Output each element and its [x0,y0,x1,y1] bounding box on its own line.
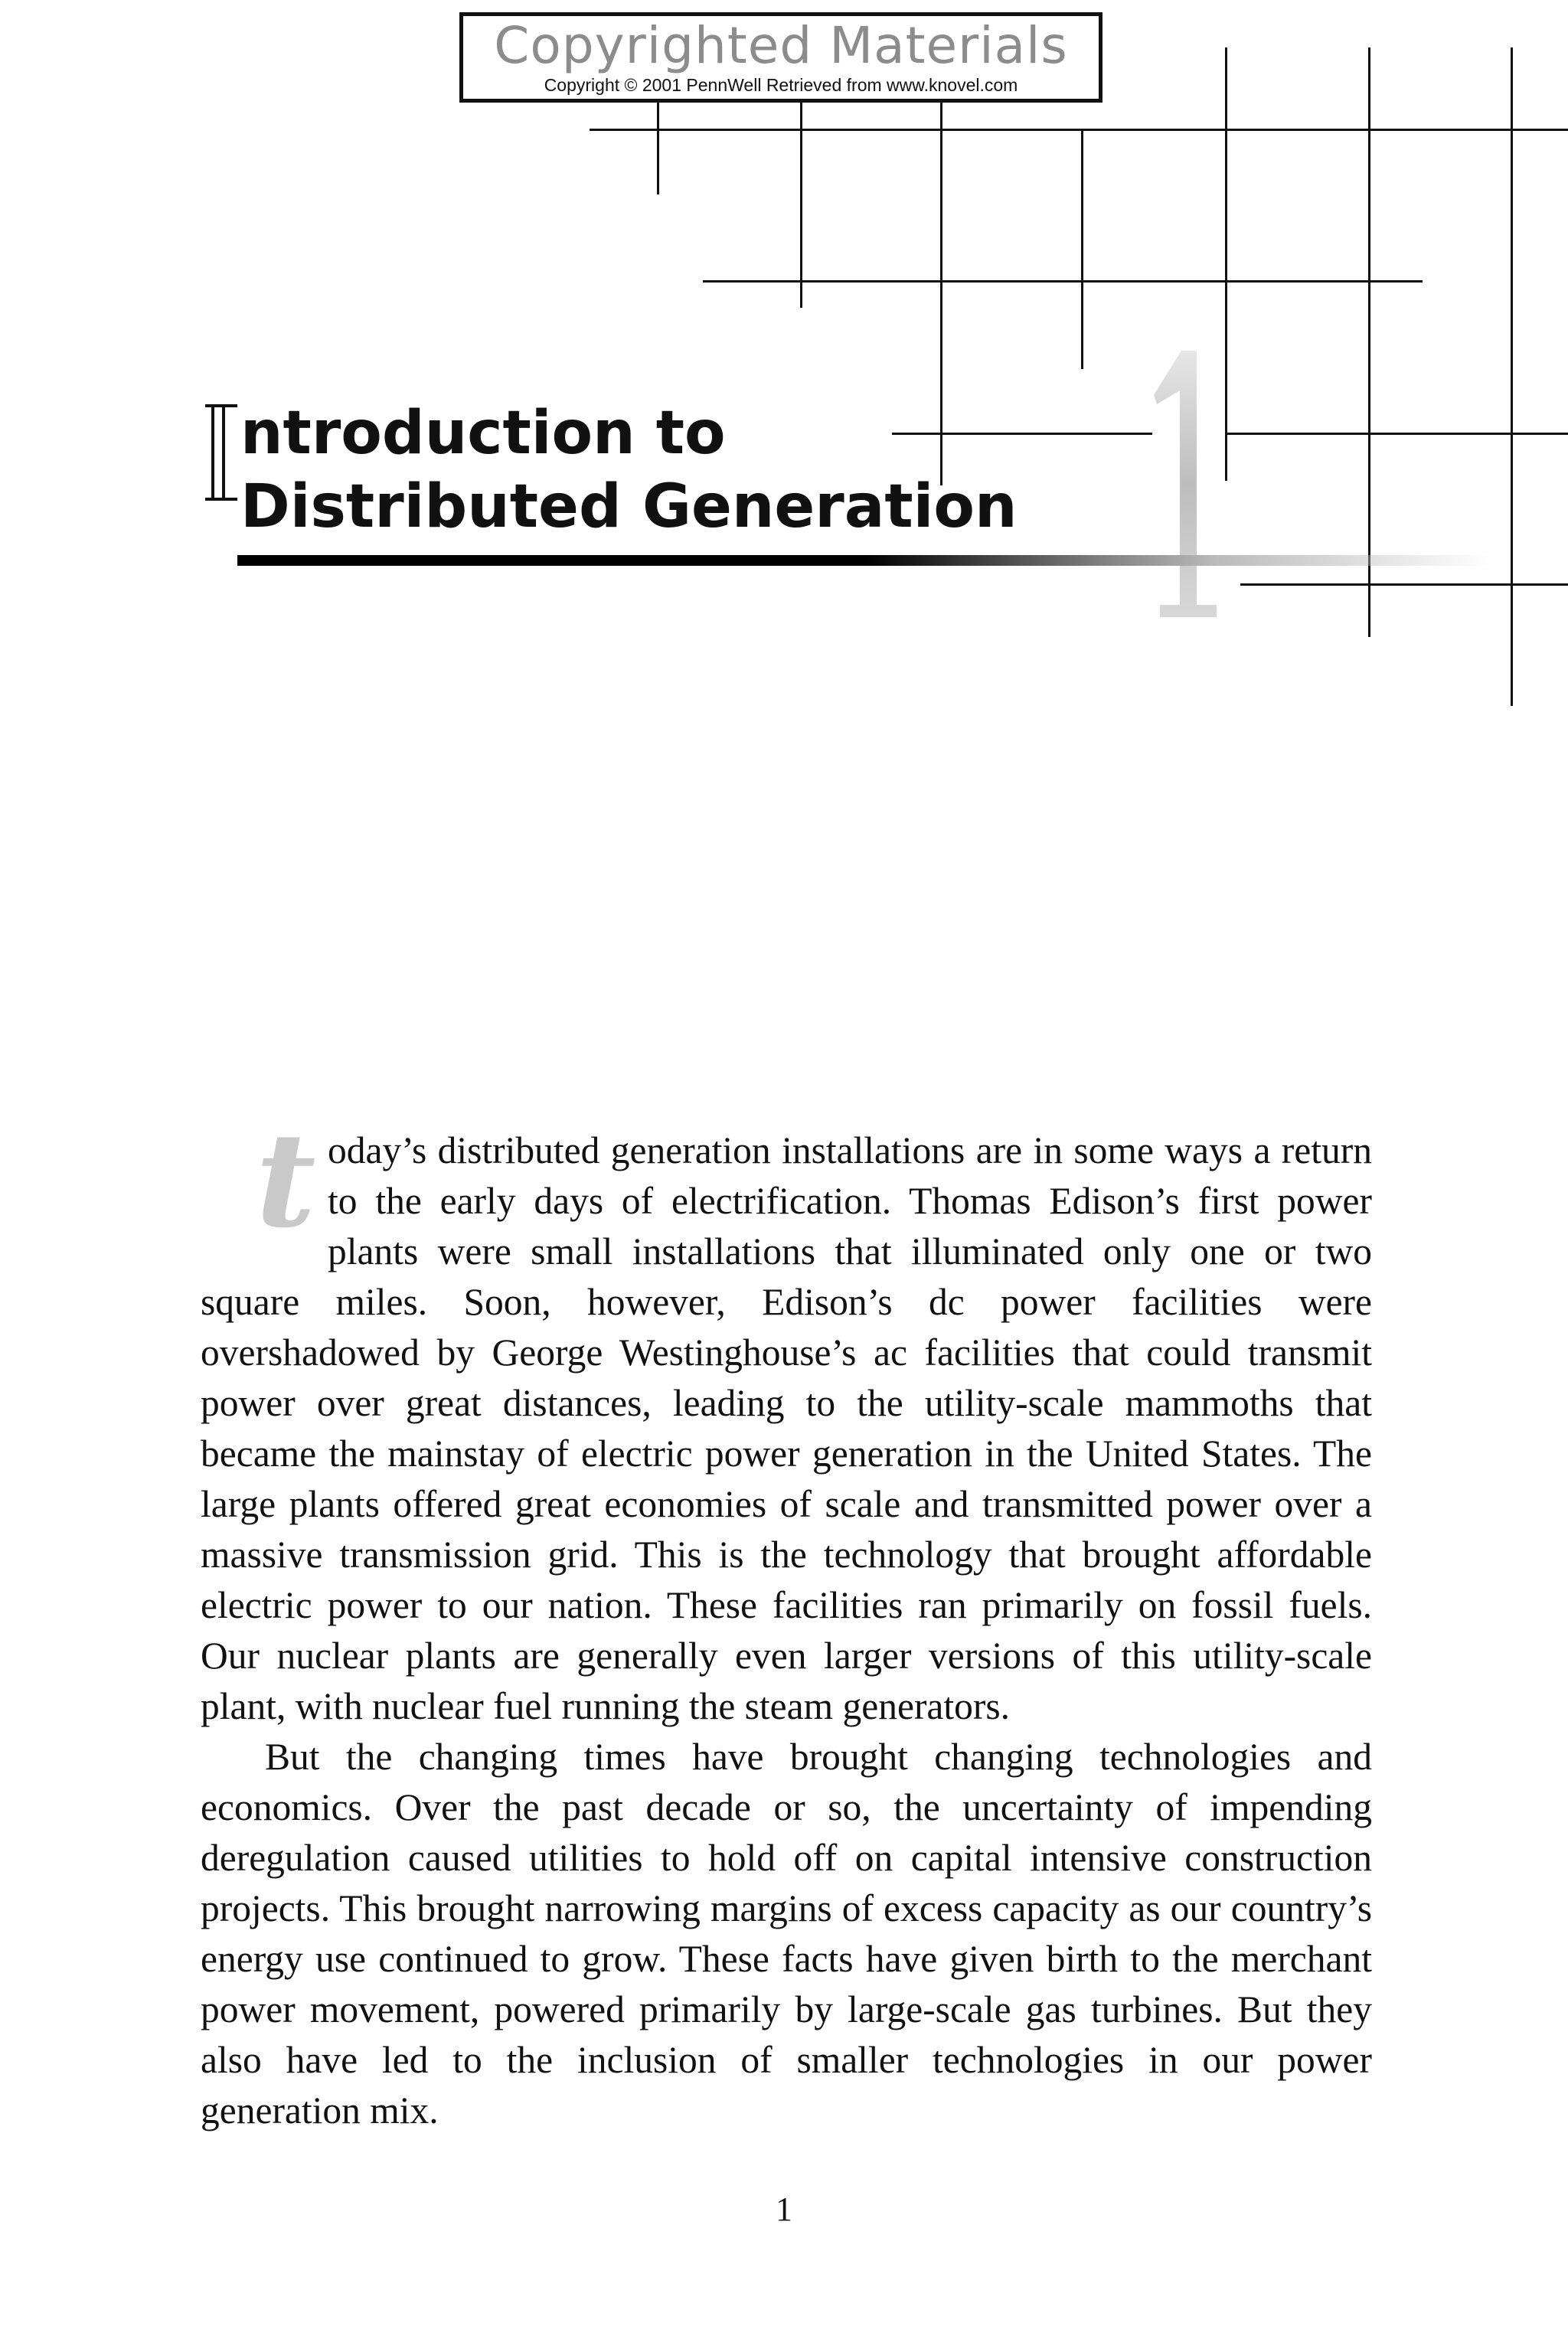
stamp-notice: Copyright © 2001 PennWell Retrieved from www.knovel.com [544,75,1018,95]
decorative-grid [0,0,1568,766]
paragraph-text: oday’s distributed generation installations are in some ways a return to the early days of electrification. Thomas Edison’s first power plants were small installations that illuminated only one or two square miles. Soon, however, Edison’s dc power facilities were overshadowed by George Westinghouse’s ac facilities that could transmit power over great distances, leading to the utility-scale mammoths that became the mainstay of electric power generation in the United States. The large plants offered great economies of scale and transmitted power over a massive transmission grid. This is the technology that brought affordable electric power to our nation. These facilities ran primarily on fossil fuels. Our nuclear plants are generally even larger versions of this utility-scale plant, with nuclear fuel running the steam generators. [201,1129,1372,1727]
page-number: 1 [776,2190,792,2228]
copyright-stamp [459,12,1102,103]
chapter-title-line-1: ntroduction to [240,399,726,468]
chapter-number-graphic [1137,345,1236,620]
paragraph: But the changing times have brought changing technologies and economics. Over the past decade or so, the uncertainty of impending deregulation caused utilities to hold off on capital intensive construction projects. This brought narrowing margins of excess capacity as our country’s energy use continued to grow. These facts have given birth to the merchant power movement, powered primarily by large-scale gas turbines. But they also have led to the inclusion of smaller technologies in our power generation mix. [201,1736,1372,2132]
paragraph [201,1104,1372,1732]
title-underline [237,555,1493,566]
drop-cap: t [256,1104,316,1257]
chapter-title [201,397,1018,544]
body-text [201,1104,1372,2136]
chapter-title-line-2: Distributed Generation [240,472,1018,541]
stamp-title: Copyrighted Materials [494,16,1068,75]
